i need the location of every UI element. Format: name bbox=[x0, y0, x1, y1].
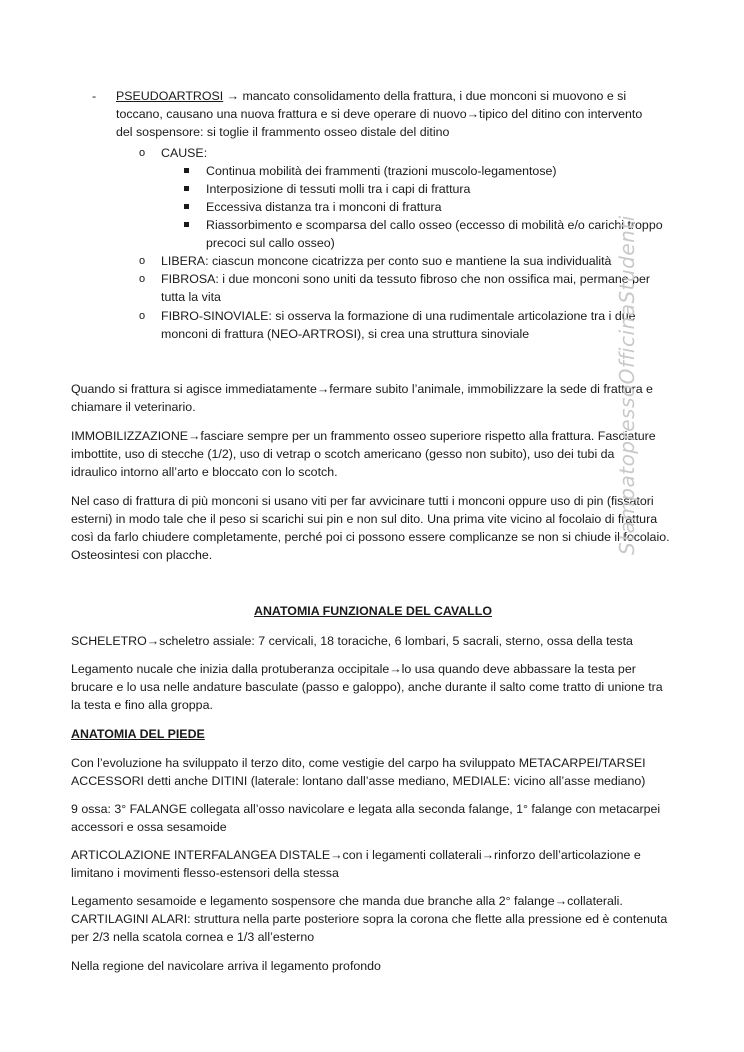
paragraph-line: limitano i movimenti flesso-estensori della stessa bbox=[71, 866, 339, 880]
bullet-square-icon bbox=[184, 222, 189, 227]
list-dash: - bbox=[92, 89, 97, 103]
paragraph-line: Quando si frattura si agisce immediatamente→fermare subito l’animale, immobilizzare la sede di frattura e bbox=[71, 382, 653, 396]
cause-item bbox=[206, 216, 676, 252]
section-heading: ANATOMIA FUNZIONALE DEL CAVALLO bbox=[254, 604, 492, 618]
paragraph-line: accessori e ossa sesamoide bbox=[71, 820, 227, 834]
paragraph-line: la testa e fino alla groppa. bbox=[71, 698, 213, 712]
sublist-marker: o bbox=[139, 273, 146, 285]
paragraph bbox=[71, 380, 675, 416]
paragraph bbox=[71, 754, 675, 790]
paragraph-line: ARTICOLAZIONE INTERFALANGEA DISTALE→con i legamenti collaterali→rinforzo dell’articolazione e bbox=[71, 848, 641, 862]
section-heading: ANATOMIA DEL PIEDE bbox=[71, 727, 205, 741]
pseudoartrosi-line-2: toccano, causano una nuova frattura e si deve operare di nuovo→tipico del ditino con intervento bbox=[116, 107, 643, 121]
paragraph bbox=[71, 800, 675, 836]
paragraph-line: Legamento sesamoide e legamento sospensore che manda due branche alla 2° falange→collaterali. bbox=[71, 894, 623, 908]
watermark-text: StampatopressoOfficinaStudenti bbox=[615, 215, 639, 555]
sublist-item-cause: CAUSE: bbox=[161, 146, 208, 160]
sublist-line: monconi di frattura (NEO-ARTROSI), si crea una struttura sinoviale bbox=[161, 327, 530, 341]
pseudoartrosi-text: → mancato consolidamento della frattura, i due monconi si muovono e si bbox=[223, 89, 627, 103]
paragraph-line: 9 ossa: 3° FALANGE collegata all’osso navicolare e legata alla seconda falange, 1° falange con metacarpei bbox=[71, 802, 661, 816]
cause-item: Continua mobilità dei frammenti (trazioni muscolo-legamentose) bbox=[206, 164, 557, 178]
paragraph: SCHELETRO→scheletro assiale: 7 cervicali, 18 toraciche, 6 lombari, 5 sacrali, sterno, ossa della testa bbox=[71, 634, 633, 648]
sublist-item-fibrosa bbox=[161, 270, 661, 306]
pseudoartrosi-line-1 bbox=[116, 87, 661, 105]
paragraph-line: così da farlo chiudere completamente, perché poi ci possono essere complicanze se non si chiude il focolaio. bbox=[71, 530, 670, 544]
paragraph-line: idraulico intorno all’arto e bloccato con lo scotch. bbox=[71, 465, 338, 479]
paragraph bbox=[71, 846, 675, 882]
paragraph-line: IMMOBILIZZAZIONE→fasciare sempre per un frammento osseo superiore rispetto alla frattura. Fasciature bbox=[71, 429, 656, 443]
paragraph-line: Osteosintesi con placche. bbox=[71, 548, 213, 562]
bullet-square-icon bbox=[184, 168, 189, 173]
sublist-line: tutta la vita bbox=[161, 290, 221, 304]
sublist-marker: o bbox=[139, 310, 146, 322]
sublist-line: FIBRO-SINOVIALE: si osserva la formazione di una rudimentale articolazione tra i due bbox=[161, 309, 636, 323]
cause-line: precoci sul callo osseo) bbox=[206, 236, 335, 250]
paragraph-line: brucare e lo usa nelle andature basculate (passo e galoppo), anche durante il salto come tratto di unione tra bbox=[71, 680, 663, 694]
cause-line: Riassorbimento e scomparsa del callo osseo (eccesso di mobilità e/o carichi troppo bbox=[206, 218, 663, 232]
paragraph-line: Con l’evoluzione ha sviluppato il terzo dito, come vestigie del carpo ha sviluppato METACARPEI/TARSEI bbox=[71, 756, 646, 770]
cause-item: Eccessiva distanza tra i monconi di frattura bbox=[206, 200, 442, 214]
sublist-line: FIBROSA: i due monconi sono uniti da tessuto fibroso che non ossifica mai, permane per bbox=[161, 272, 650, 286]
cause-item: Interposizione di tessuti molli tra i capi di frattura bbox=[206, 182, 471, 196]
paragraph-line: CARTILAGINI ALARI: struttura nella parte posteriore sopra la corona che flette alla pressione ed è contenuta bbox=[71, 912, 668, 926]
pseudoartrosi-item bbox=[116, 87, 661, 141]
paragraph-line: imbottite, uso di stecche (1/2), uso di vetrap o scotch americano (gesso non subito), uso dei tubi da bbox=[71, 447, 615, 461]
bullet-square-icon bbox=[184, 204, 189, 209]
bullet-square-icon bbox=[184, 186, 189, 191]
paragraph-line: esterni) in modo tale che il peso si scarichi sui pin e non sul dito. Una prima vite vicino al focolaio di frattura bbox=[71, 512, 658, 526]
pseudoartrosi-line-3: del sospensore: si toglie il frammento osseo distale del ditino bbox=[116, 125, 450, 139]
sublist-item-libera: LIBERA: ciascun moncone cicatrizza per conto suo e mantiene la sua individualità bbox=[161, 254, 612, 268]
pseudoartrosi-term: PSEUDOARTROSI bbox=[116, 89, 224, 103]
paragraph bbox=[71, 892, 675, 946]
paragraph bbox=[71, 427, 675, 481]
paragraph: Nella regione del navicolare arriva il legamento profondo bbox=[71, 959, 381, 973]
paragraph-line: per 2/3 nella scatola cornea e 1/3 all’esterno bbox=[71, 930, 315, 944]
paragraph-line: chiamare il veterinario. bbox=[71, 400, 196, 414]
sublist-marker: o bbox=[139, 147, 146, 159]
paragraph bbox=[71, 492, 675, 564]
sublist-marker: o bbox=[139, 255, 146, 267]
paragraph bbox=[71, 660, 675, 714]
paragraph-line: Nel caso di frattura di più monconi si usano viti per far avvicinare tutti i monconi oppure uso di pin (fissatori bbox=[71, 494, 654, 508]
sublist-item-fibro-sinoviale bbox=[161, 307, 661, 343]
paragraph-line: ACCESSORI detti anche DITINI (laterale: lontano dall’asse mediano, MEDIALE: vicino all’asse mediano) bbox=[71, 774, 646, 788]
paragraph-line: Legamento nucale che inizia dalla protuberanza occipitale→lo usa quando deve abbassare la testa per bbox=[71, 662, 636, 676]
